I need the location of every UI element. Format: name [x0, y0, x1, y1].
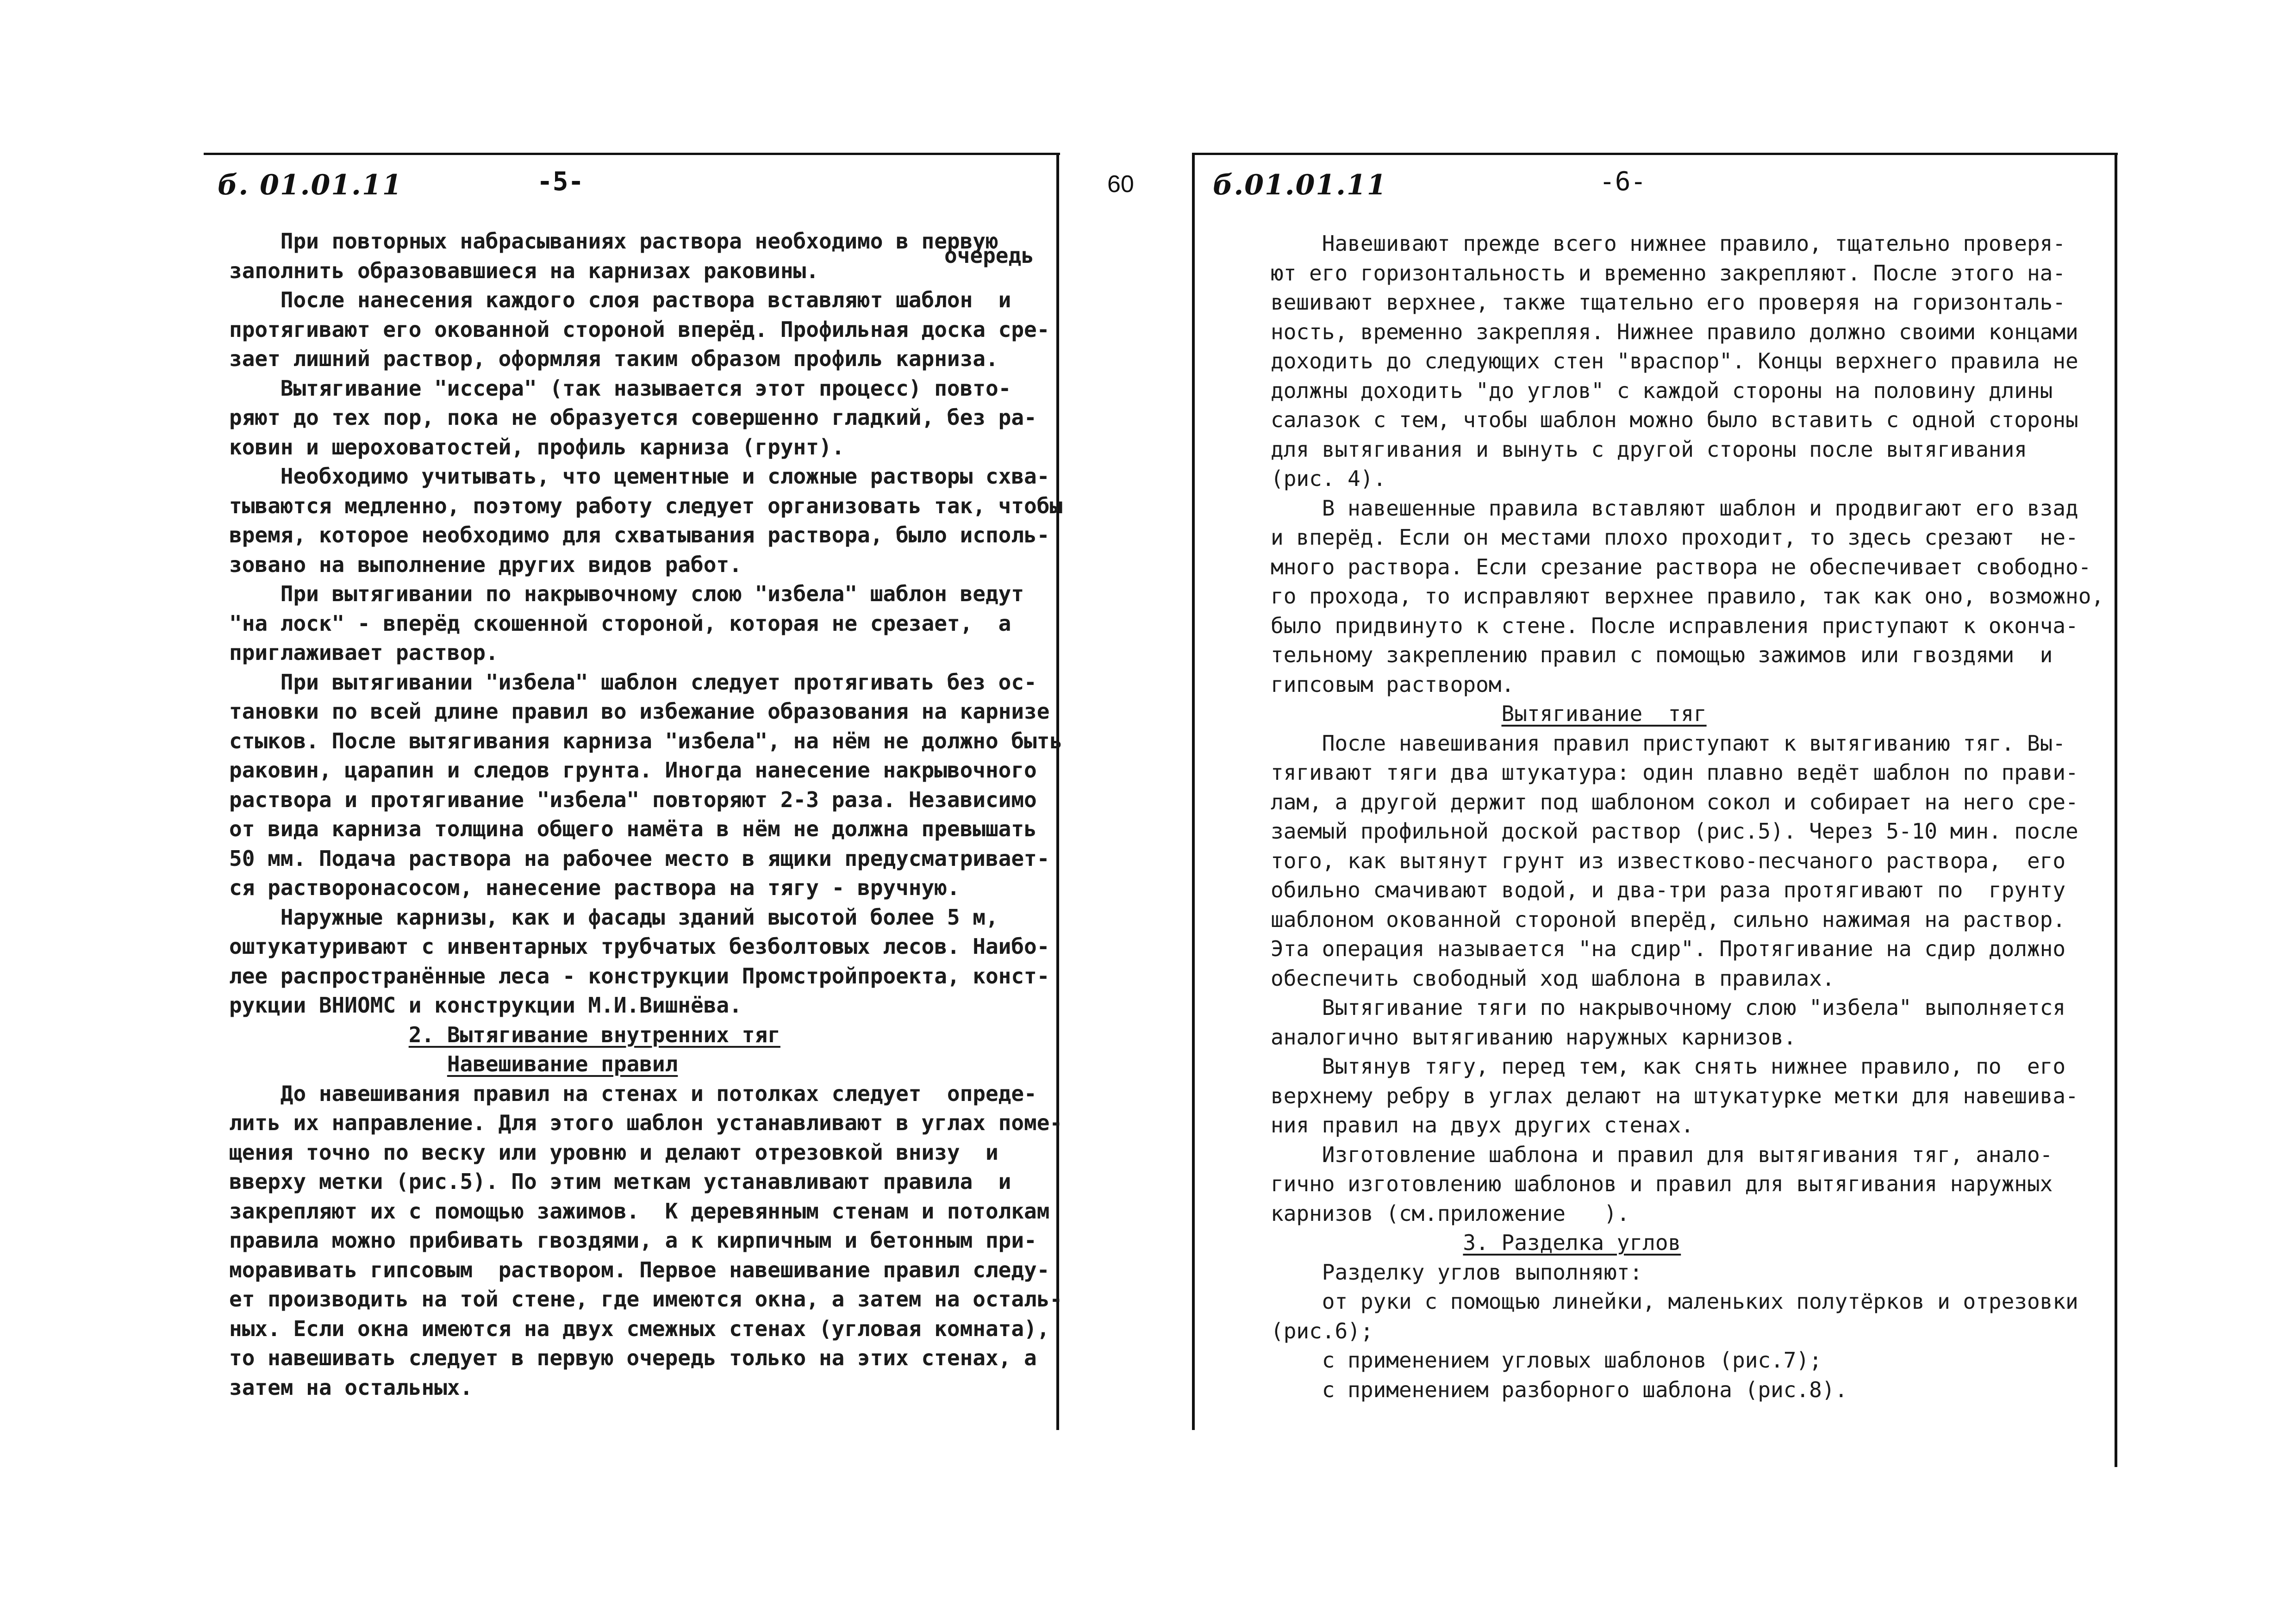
text-line: вверху метки (рис.5). По этим меткам устанавливают правила и	[229, 1169, 1011, 1194]
text-line: "на лоск" - вперёд скошенной стороной, которая не срезает, а	[229, 610, 1011, 636]
right-page-body	[1271, 229, 2104, 1405]
section-heading: Вытягивание тяг	[1501, 701, 1707, 726]
text-line: гипсовым раствором.	[1271, 672, 1515, 697]
text-line: Вытягивание тяги по накрывочному слою "избела" выполняется	[1271, 995, 2066, 1020]
text-line: того, как вытянут грунт из известково-песчаного раствора, его	[1271, 848, 2066, 873]
text-line: оштукатуривают с инвентарных трубчатых безболтовых лесов. Наибо-	[229, 934, 1050, 959]
text-line: Необходимо учитывать, что цементные и сложные растворы схва-	[229, 464, 1050, 489]
text-line: Эта операция называется "на сдир". Протягивание на сдир должно	[1271, 936, 2066, 961]
text-line: правила можно прибивать гвоздями, а к кирпичным и бетонным при-	[229, 1228, 1037, 1253]
text-line: лить их направление. Для этого шаблон устанавливают в углах поме-	[229, 1110, 1063, 1135]
right-page-top-border	[1192, 153, 2118, 155]
right-page-code: б.01.01.11	[1213, 169, 1387, 201]
text-line: ных. Если окна имеются на двух смежных стенах (угловая комната),	[229, 1316, 1050, 1341]
text-line: Навешивают прежде всего нижнее правило, тщательно проверя-	[1271, 231, 2066, 256]
text-line: ковин и шероховатостей, профиль карниза (грунт).	[229, 434, 845, 460]
text-line: заемый профильной доской раствор (рис.5). Через 5-10 мин. после	[1271, 819, 2078, 844]
text-line: Наружные карнизы, как и фасады зданий высотой более 5 м,	[229, 904, 998, 930]
text-line: После навешивания правил приступают к вытягиванию тяг. Вы-	[1271, 730, 2066, 756]
text-line: было придвинуто к стене. После исправления приступают к оконча-	[1271, 613, 2078, 638]
text-line: лее распространённые леса - конструкции Промстройпроекта, конст-	[229, 963, 1050, 989]
text-line: то навешивать следует в первую очередь только на этих стенах, а	[229, 1345, 1037, 1370]
text-line: При вытягивании по накрывочному слою "избела" шаблон ведут	[229, 581, 1024, 606]
text-line: раковин, царапин и следов грунта. Иногда нанесение накрывочного	[229, 758, 1037, 783]
text-line: для вытягивания и вынуть с другой стороны после вытягивания	[1271, 436, 2027, 462]
text-line: с применением разборного шаблона (рис.8).	[1271, 1377, 1848, 1402]
text-line: затем на остальных.	[229, 1374, 473, 1400]
text-line: щения точно по веску или уровню и делают отрезовкой внизу и	[229, 1139, 998, 1165]
text-line: Изготовление шаблона и правил для вытягивания тяг, анало-	[1271, 1142, 2053, 1167]
text-line: Разделку углов выполняют:	[1271, 1259, 1643, 1285]
left-page-inline-note: очередь	[944, 243, 1034, 268]
text-line: ет производить на той стене, где имеются окна, а затем на осталь-	[229, 1287, 1063, 1312]
text-line: обеспечить свободный ход шаблона в правилах.	[1271, 965, 1835, 991]
text-line: тановки по всей длине правил во избежание образования на карнизе	[229, 699, 1050, 724]
sheet-number: 60	[1107, 171, 1134, 198]
section-heading: 2. Вытягивание внутренних тяг	[408, 1022, 780, 1047]
text-line: протягивают его окованной стороной вперёд. Профильная доска сре-	[229, 317, 1050, 342]
text-line: закрепляют их с помощью зажимов. К деревянным стенам и потолкам	[229, 1198, 1050, 1224]
text-line: ния правил на двух других стенах.	[1271, 1113, 1694, 1138]
left-page-code: б. 01.01.11	[218, 169, 403, 201]
text-line: При повторных набрасываниях раствора необходимо в первую	[229, 229, 998, 254]
text-line: При вытягивании "избела" шаблон следует протягивать без ос-	[229, 669, 1037, 695]
text-line: верхнему ребру в углах делают на штукатурке метки для навешива-	[1271, 1083, 2078, 1108]
left-page-body	[229, 227, 1062, 1402]
text-line: тягивают тяги два штукатура: один плавно ведёт шаблон по прави-	[1271, 760, 2078, 785]
right-page	[1192, 153, 2118, 1467]
text-line: от руки с помощью линейки, маленьких полутёрков и отрезовки	[1271, 1289, 2078, 1314]
text-line: приглаживает раствор.	[229, 640, 499, 665]
text-line: ность, временно закрепляя. Нижнее правило должно своими концами	[1271, 319, 2078, 344]
text-line: гично изготовлению шаблонов и правил для вытягивания наружных	[1271, 1171, 2053, 1196]
left-page-number: -5-	[537, 167, 584, 197]
right-page-number: -6-	[1599, 167, 1647, 197]
text-line: (рис. 4).	[1271, 466, 1386, 491]
text-line: После нанесения каждого слоя раствора вставляют шаблон и	[229, 287, 1011, 312]
right-page-right-border	[2115, 153, 2117, 1467]
left-page-top-border	[204, 153, 1060, 155]
text-line: Вытянув тягу, перед тем, как снять нижнее правило, по его	[1271, 1054, 2066, 1079]
text-line: обильно смачивают водой, и два-три раза протягивают по грунту	[1271, 877, 2066, 902]
text-line: тываются медленно, поэтому работу следует организовать так, чтобы	[229, 493, 1063, 518]
section-heading: 3. Разделка углов	[1463, 1230, 1681, 1255]
text-line: много раствора. Если срезание раствора не обеспечивает свободно-	[1271, 554, 2091, 579]
text-line: (рис.6);	[1271, 1318, 1373, 1343]
section-heading: Навешивание правил	[447, 1051, 678, 1076]
text-line: должны доходить "до углов" с каждой стороны на половину длины	[1271, 378, 2053, 403]
text-line: До навешивания правил на стенах и потолках следует опреде-	[229, 1081, 1037, 1106]
text-line: рукции ВНИОМС и конструкции М.И.Вишнёва.	[229, 993, 742, 1018]
text-line: доходить до следующих стен "враспор". Концы верхнего правила не	[1271, 348, 2078, 373]
text-line: лам, а другой держит под шаблоном сокол и собирает на него сре-	[1271, 789, 2078, 815]
text-line: зает лишний раствор, оформляя таким образом профиль карниза.	[229, 346, 998, 371]
right-page-left-border	[1192, 153, 1195, 1430]
text-line: вешивают верхнее, также тщательно его проверяя на горизонталь-	[1271, 290, 2066, 315]
text-line: и вперёд. Если он местами плохо проходит, то здесь срезают не-	[1271, 525, 2078, 550]
text-line: В навешенные правила вставляют шаблон и продвигают его взад	[1271, 495, 2078, 521]
text-line: го прохода, то исправляют верхнее правило, так как оно, возможно,	[1271, 584, 2104, 609]
text-line: салазок с тем, чтобы шаблон можно было вставить с одной стороны	[1271, 407, 2078, 432]
left-page	[204, 153, 1063, 1430]
text-line: аналогично вытягиванию наружных карнизов.	[1271, 1024, 1797, 1050]
text-line: 50 мм. Подача раствора на рабочее место в ящики предусматривает-	[229, 846, 1050, 871]
text-line: Вытягивание "иссера" (так называется этот процесс) повто-	[229, 375, 1011, 401]
text-line: заполнить образовавшиеся на карнизах раковины.	[229, 258, 819, 283]
text-line: ся растворонасосом, нанесение раствора на тягу - вручную.	[229, 875, 960, 900]
text-line: раствора и протягивание "избела" повторяют 2-3 раза. Независимо	[229, 787, 1037, 812]
text-line: шаблоном окованной стороной вперёд, сильно нажимая на раствор.	[1271, 907, 2066, 932]
text-line: ют его горизонтальность и временно закрепляют. После этого на-	[1271, 260, 2066, 286]
text-line: зовано на выполнение других видов работ.	[229, 552, 742, 577]
text-line: время, которое необходимо для схватывания раствора, было исполь-	[229, 522, 1050, 547]
text-line: ряют до тех пор, пока не образуется совершенно гладкий, без ра-	[229, 405, 1037, 430]
text-line: от вида карниза толщина общего намёта в нём не должна превышать	[229, 816, 1037, 841]
text-line: стыков. После вытягивания карниза "избела", на нём не должно быть	[229, 728, 1063, 753]
text-line: с применением угловых шаблонов (рис.7);	[1271, 1348, 1822, 1373]
text-line: карнизов (см.приложение ).	[1271, 1200, 1630, 1226]
text-line: тельному закреплению правил с помощью зажимов или гвоздями и	[1271, 642, 2053, 667]
text-line: моравивать гипсовым раствором. Первое навешивание правил следу-	[229, 1257, 1050, 1282]
